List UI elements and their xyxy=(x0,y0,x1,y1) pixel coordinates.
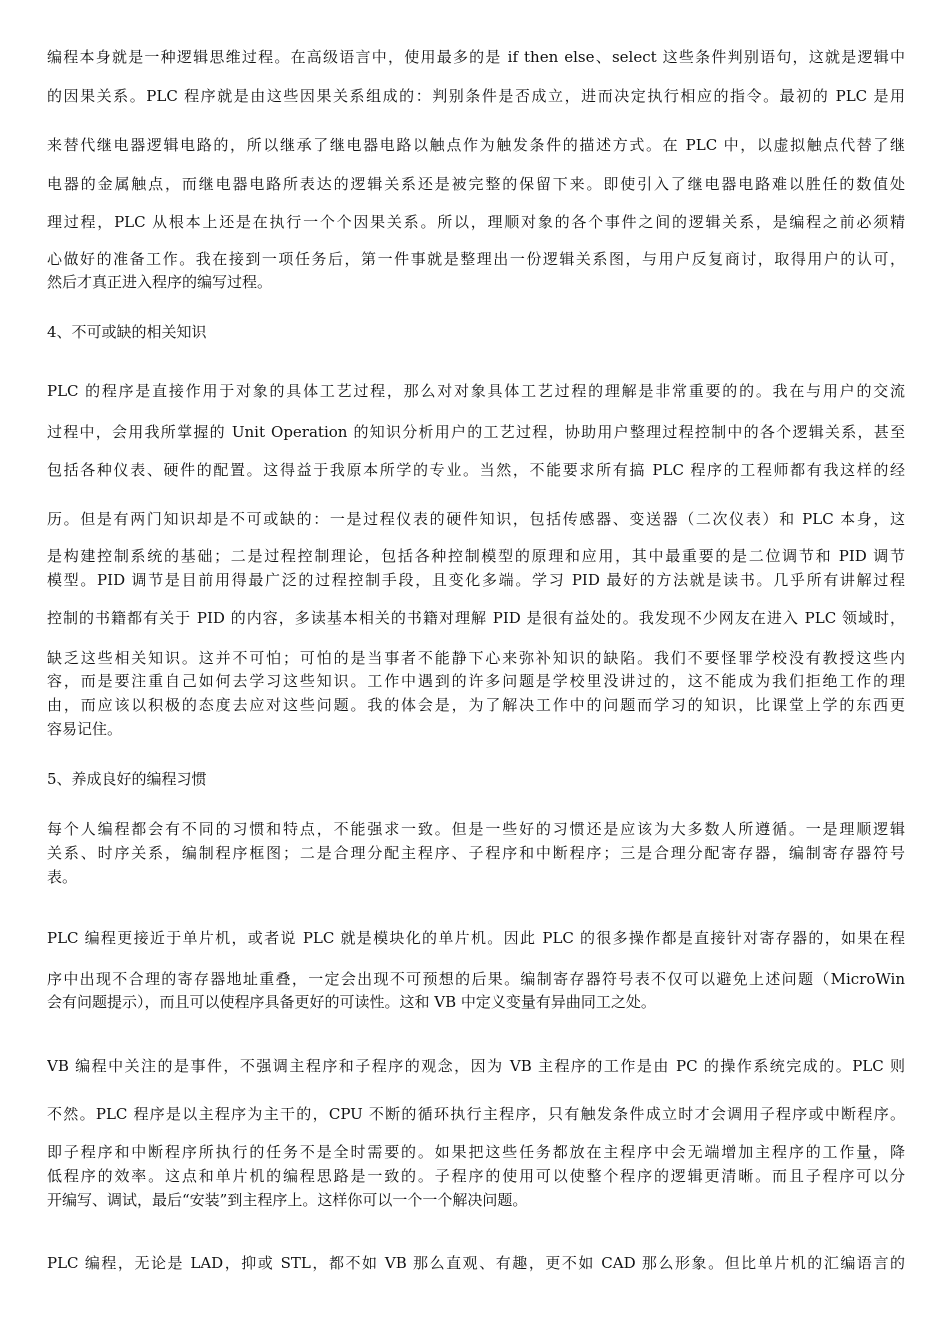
text-line: 心做好的准备工作。我在接到一项任务后，第一件事就是整理出一份逻辑关系图，与用户反复商讨，取得用户的认可， xyxy=(47,250,905,268)
text-line: 历。但是有两门知识却是不可或缺的：一是过程仪表的硬件知识，包括传感器、变送器（二次仪表）和 PLC 本身，这 xyxy=(47,510,905,528)
text-line: 包括各种仪表、硬件的配置。这得益于我原本所学的专业。当然，不能要求所有搞 PLC 程序的工程师都有我这样的经 xyxy=(47,461,905,479)
text-line: 关系、时序关系，编制程序框图；二是合理分配主程序、子程序和中断程序；三是合理分配寄存器，编制寄存器符号 xyxy=(47,844,905,862)
text-line: PLC 编程，无论是 LAD，抑或 STL，都不如 VB 那么直观、有趣，更不如 CAD 那么形象。但比单片机的汇编语言的 xyxy=(47,1254,905,1272)
text-line: 容，而是要注重自己如何去学习这些知识。工作中遇到的许多问题是学校里没讲过的，这不能成为我们拒绝工作的理 xyxy=(47,672,905,690)
text-line: 是构建控制系统的基础；二是过程控制理论，包括各种控制模型的原理和应用，其中最重要的是二位调节和 PID 调节 xyxy=(47,547,905,565)
text-line: 缺乏这些相关知识。这并不可怕；可怕的是当事者不能静下心来弥补知识的缺陷。我们不要怪罪学校没有教授这些内 xyxy=(47,649,905,667)
text-line: 过程中，会用我所掌握的 Unit Operation 的知识分析用户的工艺过程，协助用户整理过程控制中的各个逻辑关系，甚至 xyxy=(47,423,905,441)
text-line: 开编写、调试，最后“安装”到主程序上。这样你可以一个一个解决问题。 xyxy=(47,1191,528,1209)
text-line: 即子程序和中断程序所执行的任务不是全时需要的。如果把这些任务都放在主程序中会无端增加主程序的工作量，降 xyxy=(47,1143,905,1161)
text-line: 然后才真正进入程序的编写过程。 xyxy=(47,273,273,291)
text-line: 低程序的效率。这点和单片机的编程思路是一致的。子程序的使用可以使整个程序的逻辑更清晰。而且子程序可以分 xyxy=(47,1167,905,1185)
text-line: 不然。PLC 程序是以主程序为主干的，CPU 不断的循环执行主程序，只有触发条件成立时才会调用子程序或中断程序。 xyxy=(47,1105,905,1123)
text-line: 会有问题提示），而且可以使程序具备更好的可读性。这和 VB 中定义变量有异曲同工之处。 xyxy=(47,993,656,1011)
text-line: 来替代继电器逻辑电路的，所以继承了继电器电路以触点作为触发条件的描述方式。在 PLC 中，以虚拟触点代替了继 xyxy=(47,136,905,154)
text-line: PLC 的程序是直接作用于对象的具体工艺过程，那么对对象具体工艺过程的理解是非常重要的的。我在与用户的交流 xyxy=(47,382,905,400)
section-heading: 4、不可或缺的相关知识 xyxy=(47,323,207,341)
text-line: 每个人编程都会有不同的习惯和特点，不能强求一致。但是一些好的习惯还是应该为大多数人所遵循。一是理顺逻辑 xyxy=(47,820,905,838)
text-line: PLC 编程更接近于单片机，或者说 PLC 就是模块化的单片机。因此 PLC 的很多操作都是直接针对寄存器的，如果在程 xyxy=(47,929,905,947)
text-line: 序中出现不合理的寄存器地址重叠，一定会出现不可预想的后果。编制寄存器符号表不仅可以避免上述问题（MicroWin xyxy=(47,970,905,988)
text-line: 的因果关系。PLC 程序就是由这些因果关系组成的：判别条件是否成立，进而决定执行相应的指令。最初的 PLC 是用 xyxy=(47,87,905,105)
text-line: 容易记住。 xyxy=(47,720,123,738)
text-line: 控制的书籍都有关于 PID 的内容，多读基本相关的书籍对理解 PID 是很有益处的。我发现不少网友在进入 PLC 领域时， xyxy=(47,609,905,627)
text-line: 由，而应该以积极的态度去应对这些问题。我的体会是，为了解决工作中的问题而学习的知识，比课堂上学的东西更 xyxy=(47,696,905,714)
text-line: 表。 xyxy=(47,868,78,886)
text-line: 模型。PID 调节是目前用得最广泛的过程控制手段，且变化多端。学习 PID 最好的方法就是读书。几乎所有讲解过程 xyxy=(47,571,905,589)
text-line: 电器的金属触点，而继电器电路所表达的逻辑关系还是被完整的保留下来。即使引入了继电器电路难以胜任的数值处 xyxy=(47,175,905,193)
section-heading: 5、养成良好的编程习惯 xyxy=(47,770,207,788)
text-line: VB 编程中关注的是事件，不强调主程序和子程序的观念，因为 VB 主程序的工作是由 PC 的操作系统完成的。PLC 则 xyxy=(47,1057,905,1075)
text-line: 理过程，PLC 从根本上还是在执行一个个因果关系。所以，理顺对象的各个事件之间的逻辑关系，是编程之前必须精 xyxy=(47,213,905,231)
text-line: 编程本身就是一种逻辑思维过程。在高级语言中，使用最多的是 if then else、select 这些条件判别语句，这就是逻辑中 xyxy=(47,48,905,66)
